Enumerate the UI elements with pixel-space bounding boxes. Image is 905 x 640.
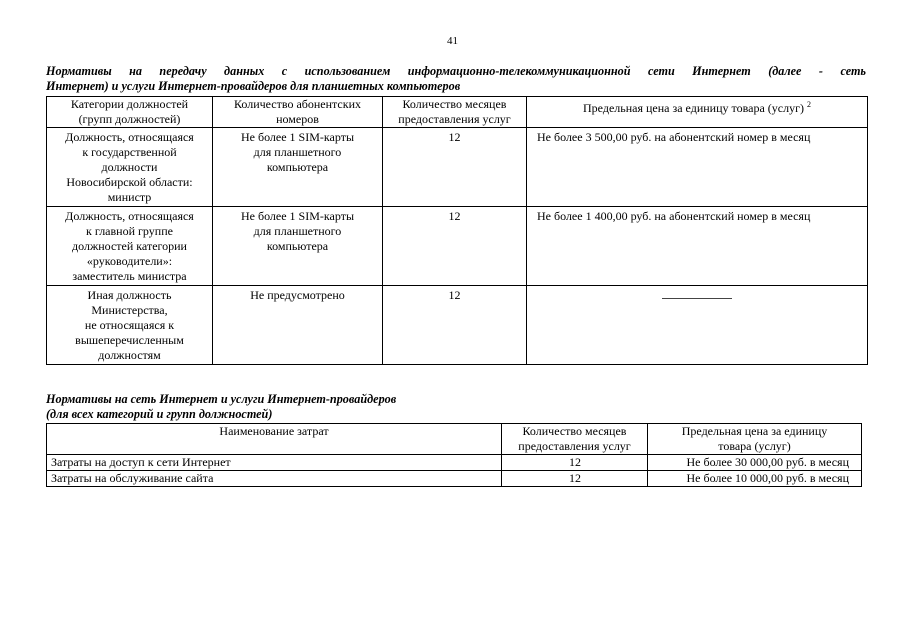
cell-cost-name: Затраты на обслуживание сайта	[47, 471, 502, 487]
table-row	[47, 471, 862, 487]
cell-line: вышеперечисленным	[75, 333, 184, 347]
cell-line: к государственной	[82, 145, 177, 159]
cell-numbers	[213, 286, 383, 365]
cell-line: Не предусмотрено	[250, 288, 345, 302]
cell-line: для планшетного	[253, 224, 342, 238]
table-header-row	[47, 97, 868, 128]
column-header-category	[47, 97, 213, 128]
header-text: Предельная цена за единицу товара (услуг)	[583, 101, 807, 115]
section2-heading-line1: Нормативы на сеть Интернет и услуги Интернет-провайдеров	[46, 392, 397, 406]
section1-heading	[46, 64, 866, 94]
table-header-row	[47, 424, 862, 455]
footnote-marker: 2	[807, 100, 811, 109]
section2-heading-line2: (для всех категорий и групп должностей)	[46, 407, 273, 421]
header-text: Категории должностей	[70, 97, 189, 111]
column-header-months	[502, 424, 648, 455]
internet-services-norms-table	[46, 423, 862, 487]
cell-price: Не более 30 000,00 руб. в месяц	[648, 455, 862, 471]
cell-line: не относящаяся к	[84, 318, 175, 332]
cell-line: компьютера	[266, 160, 329, 174]
cell-price-empty	[527, 286, 868, 365]
cell-category	[47, 286, 213, 365]
cell-line: компьютера	[266, 239, 329, 253]
cell-months: 12	[383, 207, 527, 286]
column-header-price	[648, 424, 862, 455]
cell-price: Не более 3 500,00 руб. на абонентский номер в месяц	[527, 128, 868, 207]
section2-heading	[46, 392, 866, 422]
header-text: Предельная цена за единицу	[681, 424, 828, 438]
cell-line: должностей категории	[72, 239, 187, 253]
cell-months: 12	[383, 286, 527, 365]
cell-line: министр	[107, 190, 152, 204]
header-text: (групп должностей)	[78, 112, 181, 126]
header-text: предоставления услуг	[518, 439, 631, 453]
cell-price: Не более 1 400,00 руб. на абонентский номер в месяц	[527, 207, 868, 286]
section1-heading-line2: Интернет) и услуги Интернет-провайдеров для планшетных компьютеров	[46, 79, 461, 93]
cell-line: к главной группе	[86, 224, 173, 238]
header-text: предоставления услуг	[398, 112, 511, 126]
cell-line: Должность, относящаяся	[65, 130, 194, 144]
cell-numbers	[213, 207, 383, 286]
column-header-months	[383, 97, 527, 128]
table-row	[47, 455, 862, 471]
cell-line: Не более 1 SIM-карты	[240, 209, 355, 223]
cell-line: должности	[101, 160, 158, 174]
cell-cost-name: Затраты на доступ к сети Интернет	[47, 455, 502, 471]
cell-line: для планшетного	[253, 145, 342, 159]
header-text: номеров	[276, 112, 319, 126]
page-number: 41	[447, 35, 458, 47]
column-header-numbers	[213, 97, 383, 128]
cell-months: 12	[383, 128, 527, 207]
header-spacer	[50, 439, 498, 454]
cell-line: «руководители»:	[86, 254, 173, 268]
cell-line: Министерства,	[91, 303, 168, 317]
tablet-internet-norms-table	[46, 96, 868, 365]
table-row	[47, 286, 868, 365]
cell-category	[47, 128, 213, 207]
dash-line	[662, 298, 732, 299]
cell-months: 12	[502, 471, 648, 487]
column-header-cost-name	[47, 424, 502, 455]
cell-numbers	[213, 128, 383, 207]
table-row	[47, 207, 868, 286]
header-text: товара (услуг)	[718, 439, 791, 453]
cell-line: заместитель министра	[72, 269, 187, 283]
header-text: Количество месяцев	[402, 97, 507, 111]
cell-line: Новосибирской области:	[66, 175, 193, 189]
cell-category	[47, 207, 213, 286]
cell-price: Не более 10 000,00 руб. в месяц	[648, 471, 862, 487]
cell-months: 12	[502, 455, 648, 471]
section1-heading-line1: Нормативы на передачу данных с использованием информационно-телекоммуникационной сети Интернет (далее - сеть	[46, 64, 866, 78]
cell-line: Иная должность	[87, 288, 172, 302]
cell-line: Не более 1 SIM-карты	[240, 130, 355, 144]
cell-line: Должность, относящаяся	[65, 209, 194, 223]
header-text: Наименование затрат	[219, 424, 329, 438]
table-row	[47, 128, 868, 207]
header-text: Количество абонентских	[233, 97, 362, 111]
column-header-price	[527, 97, 868, 128]
cell-line: должностям	[98, 348, 161, 362]
header-text: Количество месяцев	[522, 424, 627, 438]
